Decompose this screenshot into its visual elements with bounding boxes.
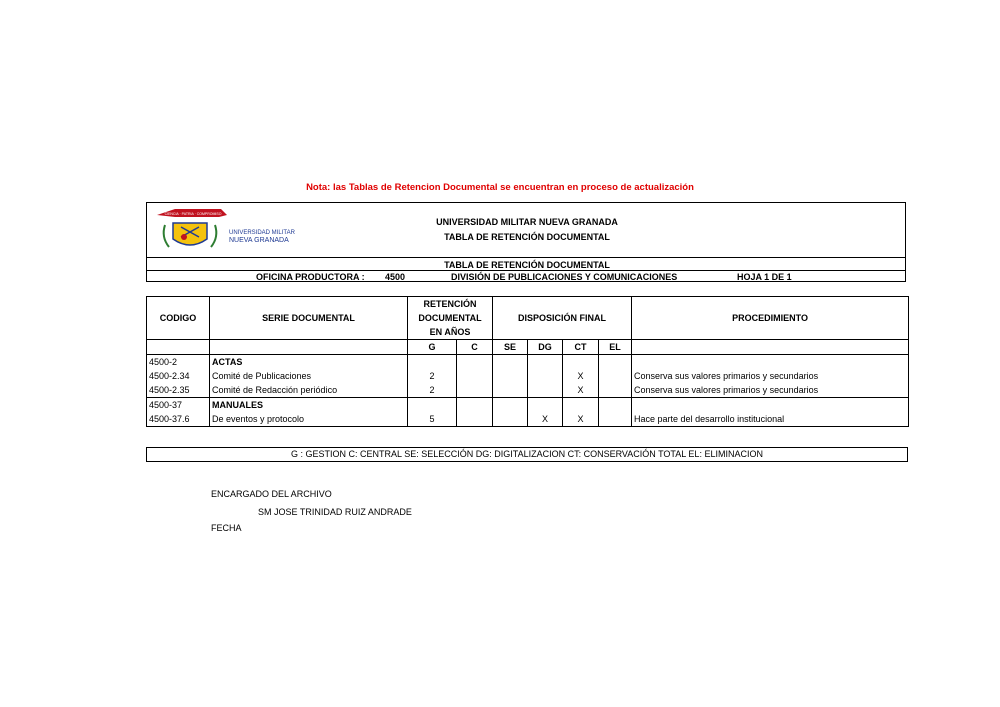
update-note: Nota: las Tablas de Retencion Documental se encuentran en proceso de actualización <box>306 182 694 193</box>
table-row: 4500-2.35 Comité de Redacción periódico 2 X Conserva sus valores primarios y secundarios <box>147 383 909 398</box>
sheet-number: HOJA 1 DE 1 <box>737 272 792 282</box>
header-disposicion: DISPOSICIÓN FINAL <box>493 297 632 340</box>
office-row <box>147 270 905 283</box>
signature-name: SM JOSE TRINIDAD RUIZ ANDRADE <box>258 507 412 517</box>
header-ct: CT <box>563 340 599 355</box>
date-label: FECHA <box>211 523 242 533</box>
header-serie: SERIE DOCUMENTAL <box>210 297 408 340</box>
svg-text:CIENCIA · PATRIA · COMPROMISO: CIENCIA · PATRIA · COMPROMISO <box>164 212 222 216</box>
header-retencion-3: EN AÑOS <box>408 325 493 340</box>
document-title: TABLA DE RETENCIÓN DOCUMENTAL <box>444 232 610 242</box>
header-g: G <box>408 340 457 355</box>
header-el: EL <box>599 340 632 355</box>
header-procedimiento: PROCEDIMIENTO <box>632 297 909 340</box>
table-row: 4500-37.6 De eventos y protocolo 5 X X Hace parte del desarrollo institucional <box>147 412 909 427</box>
header-dg: DG <box>528 340 563 355</box>
office-label: OFICINA PRODUCTORA : <box>256 272 365 282</box>
svg-text:NUEVA GRANADA: NUEVA GRANADA <box>229 237 289 244</box>
header-retencion-1: RETENCIÓN <box>408 297 493 312</box>
header-codigo: CODIGO <box>147 297 210 340</box>
university-title: UNIVERSIDAD MILITAR NUEVA GRANADA <box>436 217 618 227</box>
table-title: TABLA DE RETENCIÓN DOCUMENTAL <box>444 260 610 270</box>
table-row: 4500-37 MANUALES <box>147 398 909 413</box>
svg-text:UNIVERSIDAD MILITAR: UNIVERSIDAD MILITAR <box>229 230 295 236</box>
table-row: 4500-2 ACTAS <box>147 355 909 370</box>
header-c: C <box>457 340 493 355</box>
table-row: 4500-2.34 Comité de Publicaciones 2 X Conserva sus valores primarios y secundarios <box>147 369 909 383</box>
retention-table <box>146 296 909 427</box>
header-retencion-2: DOCUMENTAL <box>408 311 493 325</box>
university-logo <box>153 207 303 257</box>
header-se: SE <box>493 340 528 355</box>
document-header <box>146 202 906 282</box>
office-code: 4500 <box>385 272 406 282</box>
signature-label: ENCARGADO DEL ARCHIVO <box>211 489 332 499</box>
office-name: DIVISIÓN DE PUBLICACIONES Y COMUNICACIONES <box>451 272 678 282</box>
legend: G : GESTION C: CENTRAL SE: SELECCIÓN DG: DIGITALIZACION CT: CONSERVACIÓN TOTAL EL: ELIMINACION <box>146 447 908 462</box>
